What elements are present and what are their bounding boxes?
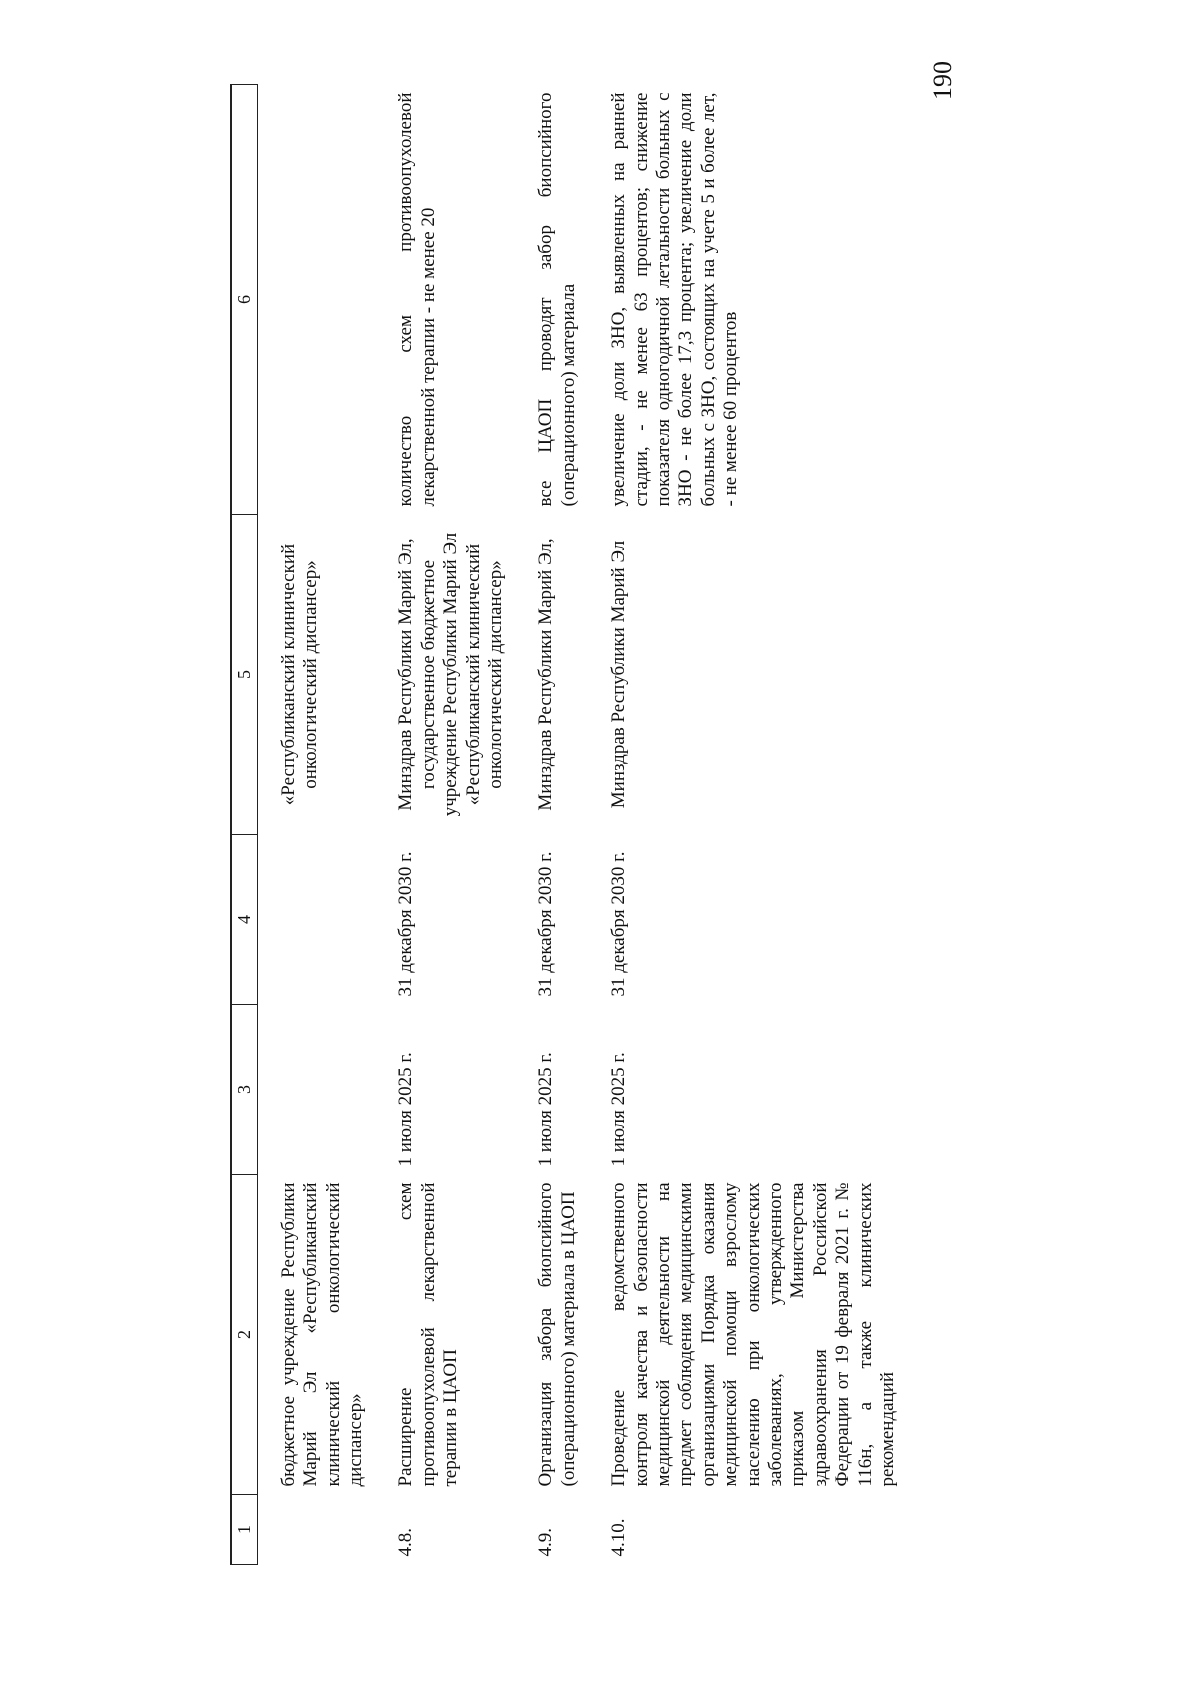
column-header: 1	[231, 1495, 258, 1565]
table-row	[389, 85, 529, 1565]
table-row	[602, 85, 921, 1565]
end-date-cell: 31 декабря 2030 г.	[535, 851, 557, 997]
start-date-cell: 1 июля 2025 г.	[395, 1052, 417, 1167]
action-cell: бюджетное учреждение Республики Марий Эл «Республиканский клинический онкологический диспансер»	[277, 1182, 366, 1487]
end-date-cell: 31 декабря 2030 г.	[395, 851, 417, 997]
row-number: 4.10.	[608, 1518, 630, 1557]
responsible-cell: Минздрав Республики Марий Эл, государственное бюджетное учреждение Республики Марий Эл «Республиканский клинический онкологический диспансер»	[395, 532, 506, 817]
start-date-cell: 1 июля 2025 г.	[608, 1052, 630, 1167]
column-header: 6	[231, 85, 258, 515]
rotated-table-container	[230, 85, 950, 1565]
row-number: 4.8.	[395, 1528, 417, 1557]
action-cell: Проведение ведомственного контроля качества и безопасности медицинской деятельности на предмет соблюдения медицинскими организациями Порядка оказания медицинской помощи взрослому населению при онкологических заболеваниях, утвержденного приказом Министерства здравоохранения Российской Федерации от 19 февраля 2021 г. № 116н, а также клинических рекомендаций	[608, 1182, 899, 1487]
result-cell	[272, 85, 390, 515]
responsible-cell: Минздрав Республики Марий Эл	[608, 540, 630, 809]
result-cell: количество схем противоопухолевой лекарственной терапии - не менее 20	[395, 92, 439, 507]
table-row	[272, 85, 390, 1565]
start-date-cell	[272, 1005, 390, 1175]
measures-table	[230, 84, 921, 1565]
start-date-cell: 1 июля 2025 г.	[535, 1052, 557, 1167]
responsible-cell: Минздрав Республики Марий Эл,	[535, 538, 557, 811]
action-cell: Организация забора биопсийного (операционного) материала в ЦАОП	[535, 1182, 579, 1487]
responsible-cell: «Республиканский клинический онкологический диспансер»	[277, 543, 322, 806]
page-number: 190	[928, 61, 957, 100]
column-header: 5	[231, 515, 258, 835]
table-header	[231, 85, 258, 1565]
table-row	[529, 85, 602, 1565]
row-number: 4.9.	[535, 1528, 557, 1557]
end-date-cell: 31 декабря 2030 г.	[608, 851, 630, 997]
column-header: 3	[231, 1005, 258, 1175]
end-date-cell	[272, 835, 390, 1005]
column-header: 4	[231, 835, 258, 1005]
result-cell: увеличение доли ЗНО, выявленных на ранней стадии, - не менее 63 процентов; снижение показателя одногодичной летальности больных с ЗНО - не более 17,3 процента; увеличение доли больных с ЗНО, состоящих на учете 5 и более лет, - не менее 60 процентов	[608, 92, 742, 507]
column-header: 2	[231, 1175, 258, 1495]
result-cell: все ЦАОП проводят забор биопсийного (операционного) материала	[535, 92, 579, 507]
action-cell: Расширение схем противоопухолевой лекарственной терапии в ЦАОП	[395, 1182, 462, 1487]
row-number	[272, 1495, 390, 1565]
